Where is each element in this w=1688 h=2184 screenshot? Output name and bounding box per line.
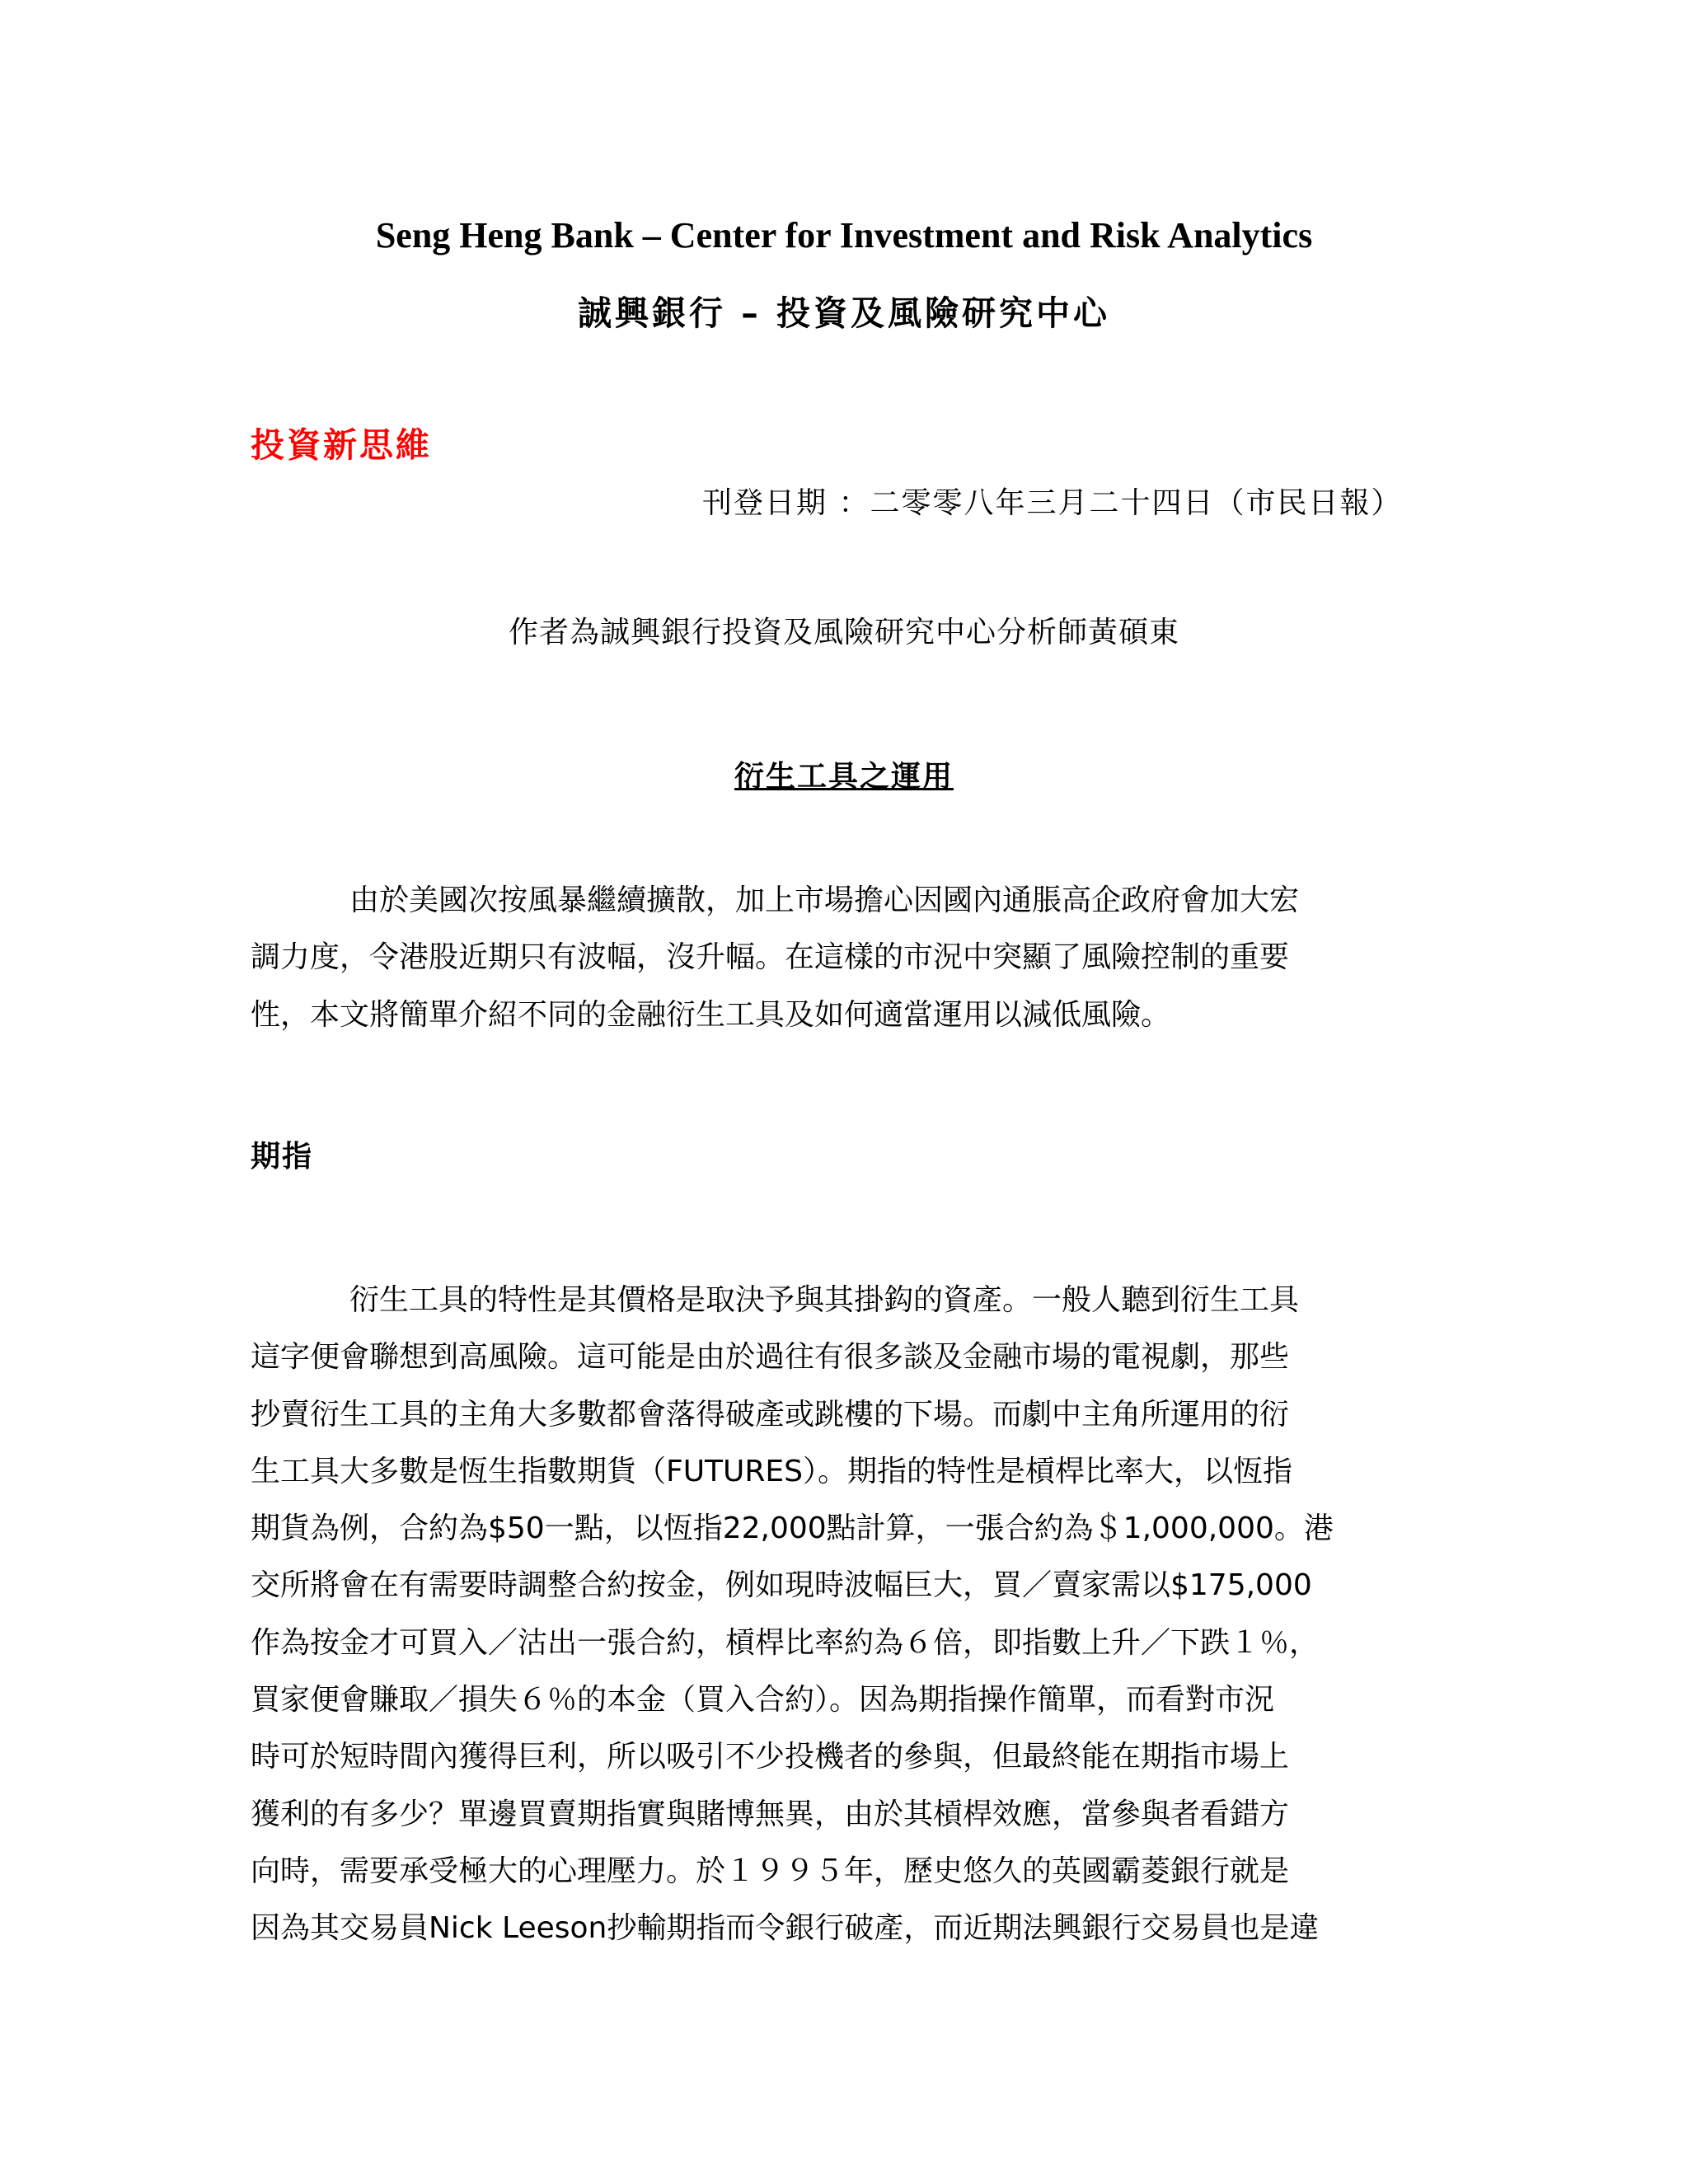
column-name: 投資新思維 (251, 425, 432, 465)
intro-paragraph (251, 872, 1437, 1043)
paragraph-line: 獲利的有多少？單邊買賣期指實與賭博無異，由於其槓桿效應，當參與者看錯方 (251, 1797, 1290, 1831)
paragraph-line: 向時，需要承受極大的心理壓力。於１９９５年，歷史悠久的英國霸菱銀行就是 (251, 1854, 1290, 1888)
paragraph-line: 生工具大多數是恆生指數期貨（FUTURES）。期指的特性是槓桿比率大，以恆指 (251, 1454, 1293, 1488)
paragraph-line: 期貨為例，合約為$50一點，以恆指22,000點計算，一張合約為＄1,000,000。港 (251, 1511, 1334, 1546)
paragraph-line: 性，本文將簡單介紹不同的金融衍生工具及如何適當運用以減低風險。 (251, 997, 1171, 1032)
paragraph-line: 抄賣衍生工具的主角大多數都會落得破產或跳樓的下場。而劇中主角所運用的衍 (251, 1397, 1290, 1432)
paragraph-line: 作為按金才可買入／沽出一張合約，槓桿比率約為６倍，即指數上升／下跌１％， (251, 1625, 1320, 1660)
paragraph-line: 時可於短時間內獲得巨利，所以吸引不少投機者的參與，但最終能在期指市場上 (251, 1740, 1290, 1774)
paragraph-line: 因為其交易員Nick Leeson抄輸期指而令銀行破產，而近期法興銀行交易員也是違 (251, 1911, 1320, 1946)
paragraph-line: 這字便會聯想到高風險。這可能是由於過往有很多談及金融市場的電視劇，那些 (251, 1340, 1290, 1375)
paragraph-line: 衍生工具的特性是其價格是取決予與其掛鈎的資產。一般人聽到衍生工具 (349, 1283, 1300, 1317)
publication-date-line: 刊登日期 ：二零零八年三月二十四日（市民日報） (702, 486, 1403, 520)
header-title-chinese: 誠興銀行 – 投資及風險研究中心 (577, 293, 1111, 333)
futures-paragraph (251, 1272, 1437, 1957)
article-title: 衍生工具之運用 (734, 760, 954, 794)
paragraph-line: 由於美國次按風暴繼續擴散，加上市場擔心因國內通脹高企政府會加大宏 (349, 883, 1300, 917)
paragraph-line: 調力度，令港股近期只有波幅，沒升幅。在這樣的市況中突顯了風險控制的重要 (251, 940, 1290, 975)
paragraph-line: 交所將會在有需要時調整合約按金，例如現時波幅巨大，買／賣家需以$175,000 (251, 1568, 1312, 1603)
section-heading-futures: 期指 (251, 1140, 314, 1174)
author-line: 作者為誠興銀行投資及風險研究中心分析師黃碩東 (508, 616, 1179, 649)
header-title-english: Seng Heng Bank – Center for Investment and Risk Analytics (375, 215, 1313, 255)
paragraph-line: 買家便會賺取／損失６％的本金（買入合約）。因為期指操作簡單，而看對市況 (251, 1683, 1275, 1718)
